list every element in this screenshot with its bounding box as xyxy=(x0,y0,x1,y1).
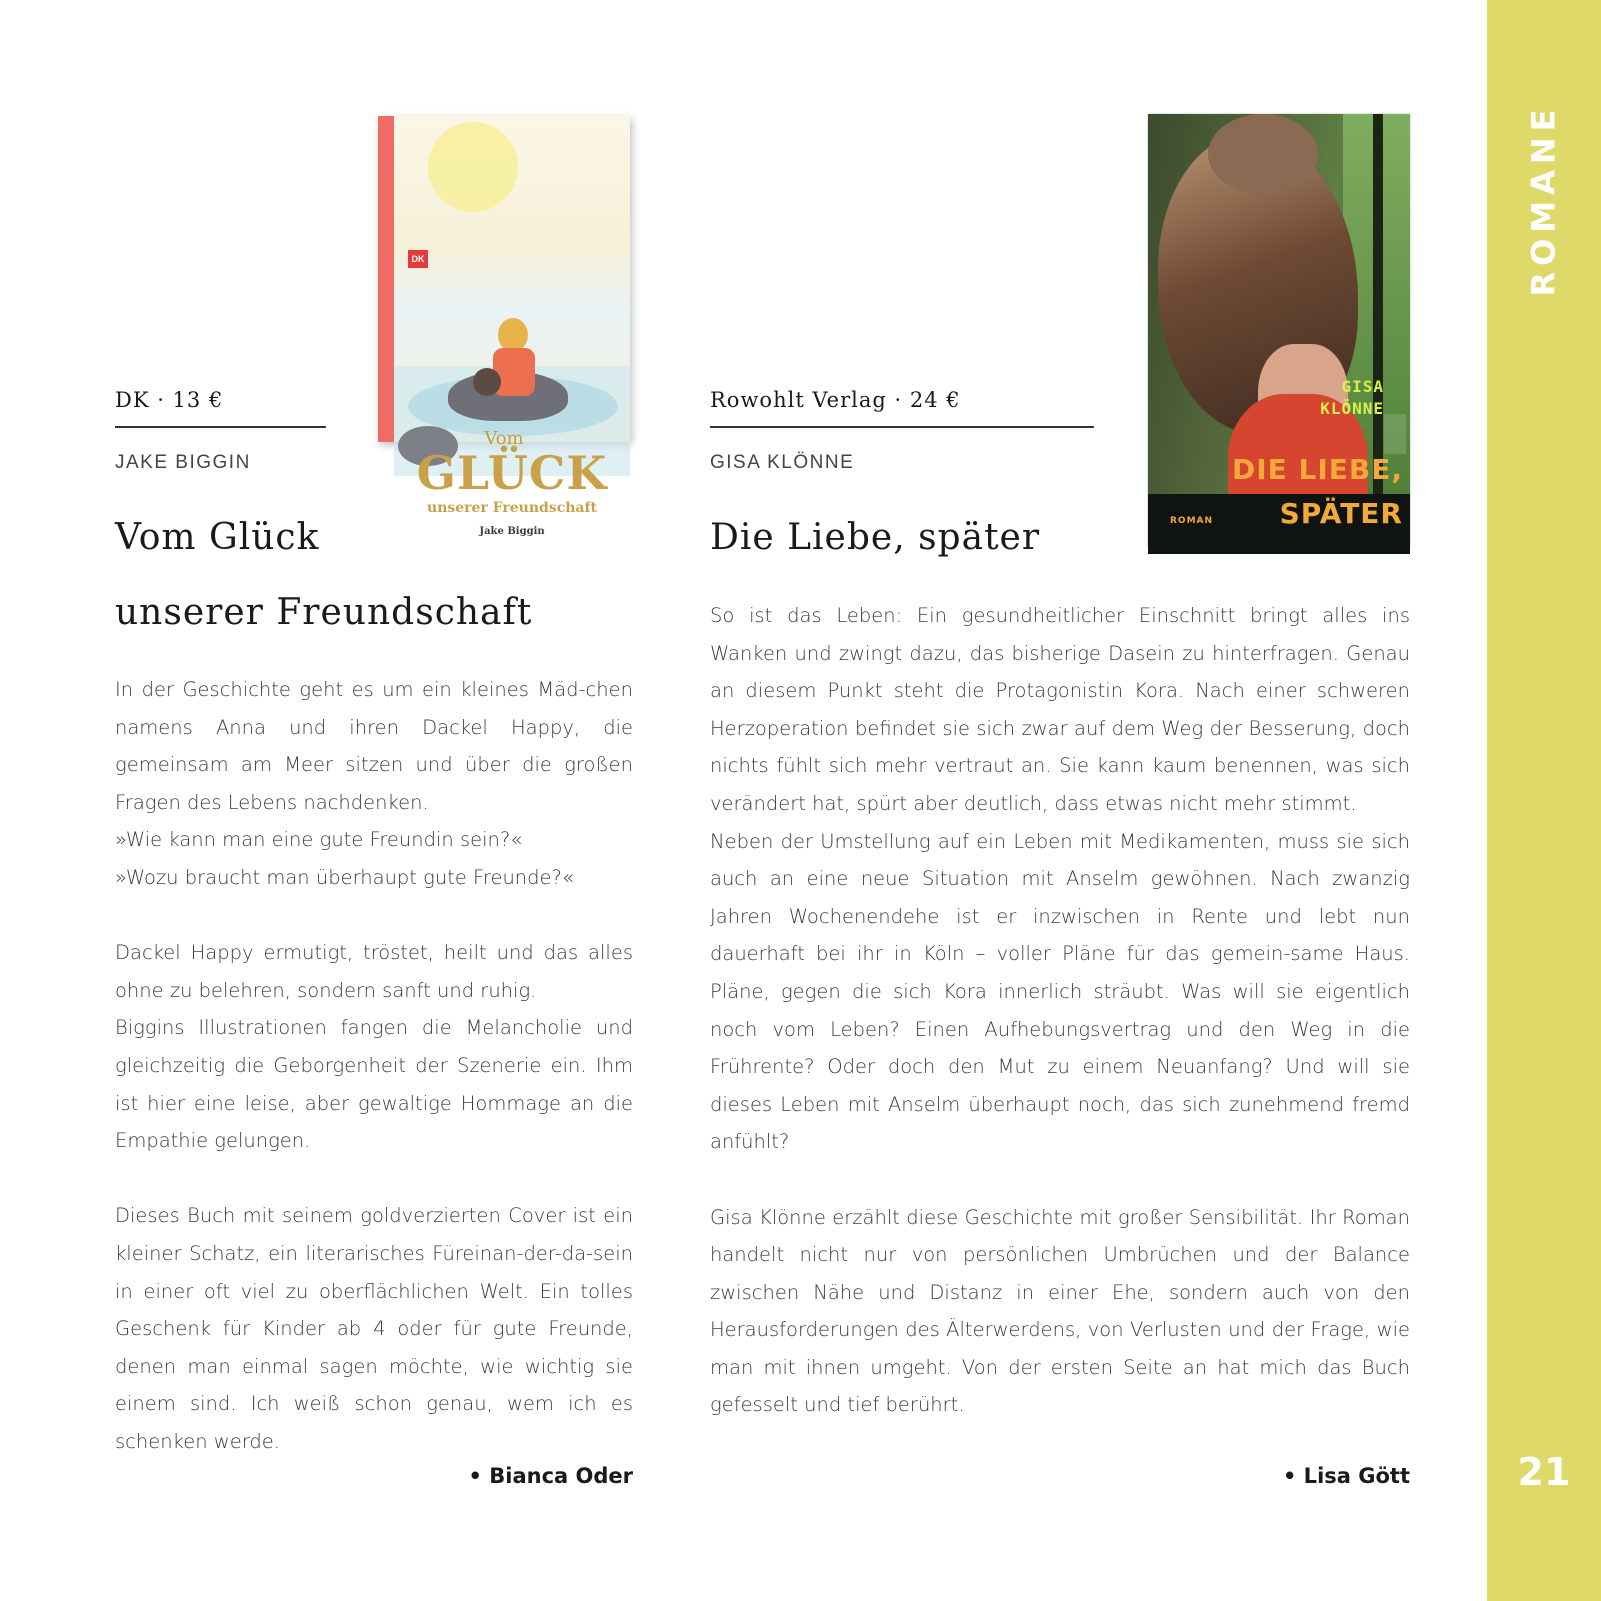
publisher-price: Rowohlt Verlag · 24 € xyxy=(710,388,961,412)
woman-illustration xyxy=(1208,114,1318,194)
section-label-text: ROMANE xyxy=(1525,103,1563,297)
book-title-line-1: Die Liebe, später xyxy=(710,517,1041,558)
paragraph: »Wozu braucht man überhaupt gute Freunde?« xyxy=(115,865,574,889)
paragraph: Neben der Umstellung auf ein Leben mit Medikamenten, muss sie sich auch an eine neue Situation mit Anselm gewöhnen. Nach zwanzig Jahren Wochenendehe ist er inzwischen in Rente und lebt nun dauerhaft bei ihr in Köln – voller Pläne für das gemein-same Haus. Pläne, gegen die sich Kora innerlich sträubt. Was will sie eigentlich noch vom Leben? Einen Aufhebungsvertrag und den Weg in die Frührente? Oder doch den Mut zu einem Neuanfang? Und will sie dieses Leben mit Anselm überhaupt noch, das sich zunehmend fremd anfühlt? xyxy=(710,829,1410,1154)
paragraph: Biggins Illustrationen fangen die Melancholie und gleichzeitig die Geborgenheit der Szenerie ein. Ihm ist hier eine leise, aber gewaltige Hommage an die Empathie gelungen. xyxy=(115,1016,633,1153)
cover-genre: ROMAN xyxy=(1170,516,1214,526)
book-cover-die-liebe-spaeter xyxy=(1148,114,1410,548)
book-cover-vom-glueck xyxy=(378,116,630,537)
cover-author xyxy=(1320,376,1384,420)
reviewer-signature: • Bianca Oder xyxy=(468,1464,633,1488)
review-text xyxy=(710,597,1410,1424)
paragraph: In der Geschichte geht es um ein kleines Mäd-chen namens Anna und ihren Dackel Happy, die gemeinsam am Meer sitzen und über die großen Fragen des Lebens nachdenken. xyxy=(115,678,633,814)
paragraph: Gisa Klönne erzählt diese Geschichte mit großer Sensibilität. Ihr Roman handelt nicht nur von persönlichen Umbrüchen und der Balance zwischen Nähe und Distanz in einer Ehe, sondern auch von den Herausforderungen des Älterwerdens, von Verlusten und der Frage, wie man mit ihnen umgeht. Von der ersten Seite an hat mich das Buch gefesselt und tief berührt. xyxy=(710,1205,1410,1417)
publisher-logo: DK xyxy=(408,250,428,268)
book-spine xyxy=(378,116,394,442)
cover-subtitle: unserer Freundschaft xyxy=(427,500,597,516)
cover-title-large: GLÜCK xyxy=(416,446,608,500)
paragraph: »Wie kann man eine gute Freundin sein?« xyxy=(115,828,523,852)
paragraph: Dackel Happy ermutigt, tröstet, heilt und das alles ohne zu belehren, sondern sanft und ruhig. xyxy=(115,941,633,1002)
cover-title-small: Vom xyxy=(484,428,524,449)
book-title xyxy=(710,500,1130,575)
girl-illustration xyxy=(493,348,535,396)
reviewer-signature: • Lisa Gött xyxy=(1282,1464,1410,1488)
cover-title-line-2: SPÄTER xyxy=(1279,497,1403,530)
publisher-price: DK · 13 € xyxy=(115,388,224,412)
review-text xyxy=(115,671,633,1460)
book-author: JAKE BIGGIN xyxy=(115,452,251,473)
paragraph: Dieses Buch mit seinem goldverzierten Cover ist ein kleiner Schatz, ein literarisches Füreinan-der-da-sein in einer oft viel zu oberflächlichen Welt. Ein tolles Geschenk für Kinder ab 4 oder für gute Freunde, denen man einmal sagen möchte, wie wichtig sie einem sind. Ich weiß schon genau, wem ich es schenken werde. xyxy=(115,1204,633,1453)
divider xyxy=(710,426,1094,428)
book-author: GISA KLÖNNE xyxy=(710,452,855,473)
dog-illustration xyxy=(473,368,501,396)
girl-illustration xyxy=(498,318,528,352)
cover-author: Jake Biggin xyxy=(479,526,545,537)
cover-author-last: KLÖNNE xyxy=(1320,399,1384,418)
section-label xyxy=(1487,100,1601,300)
page-number: 21 xyxy=(1517,1450,1571,1494)
sun-illustration xyxy=(428,122,518,212)
book-title xyxy=(115,500,633,650)
cover-title-line-1: DIE LIEBE, xyxy=(1231,453,1403,486)
book-title-line-1: Vom Glück xyxy=(115,517,320,558)
cover-author-first: GISA xyxy=(1341,377,1384,396)
paragraph: So ist das Leben: Ein gesundheitlicher Einschnitt bringt alles ins Wanken und zwingt dazu, das bisherige Dasein zu hinterfragen. Genau an diesem Punkt steht die Protagonistin Kora. Nach einer schweren Herzoperation befindet sie sich zwar auf dem Weg der Besserung, doch nichts fühlt sich mehr vertraut an. Sie kann kaum benennen, was sich verändert hat, spürt aber deutlich, dass etwas nicht mehr stimmt. xyxy=(710,604,1410,815)
book-title-line-2: unserer Freundschaft xyxy=(115,592,533,633)
divider xyxy=(115,426,326,428)
